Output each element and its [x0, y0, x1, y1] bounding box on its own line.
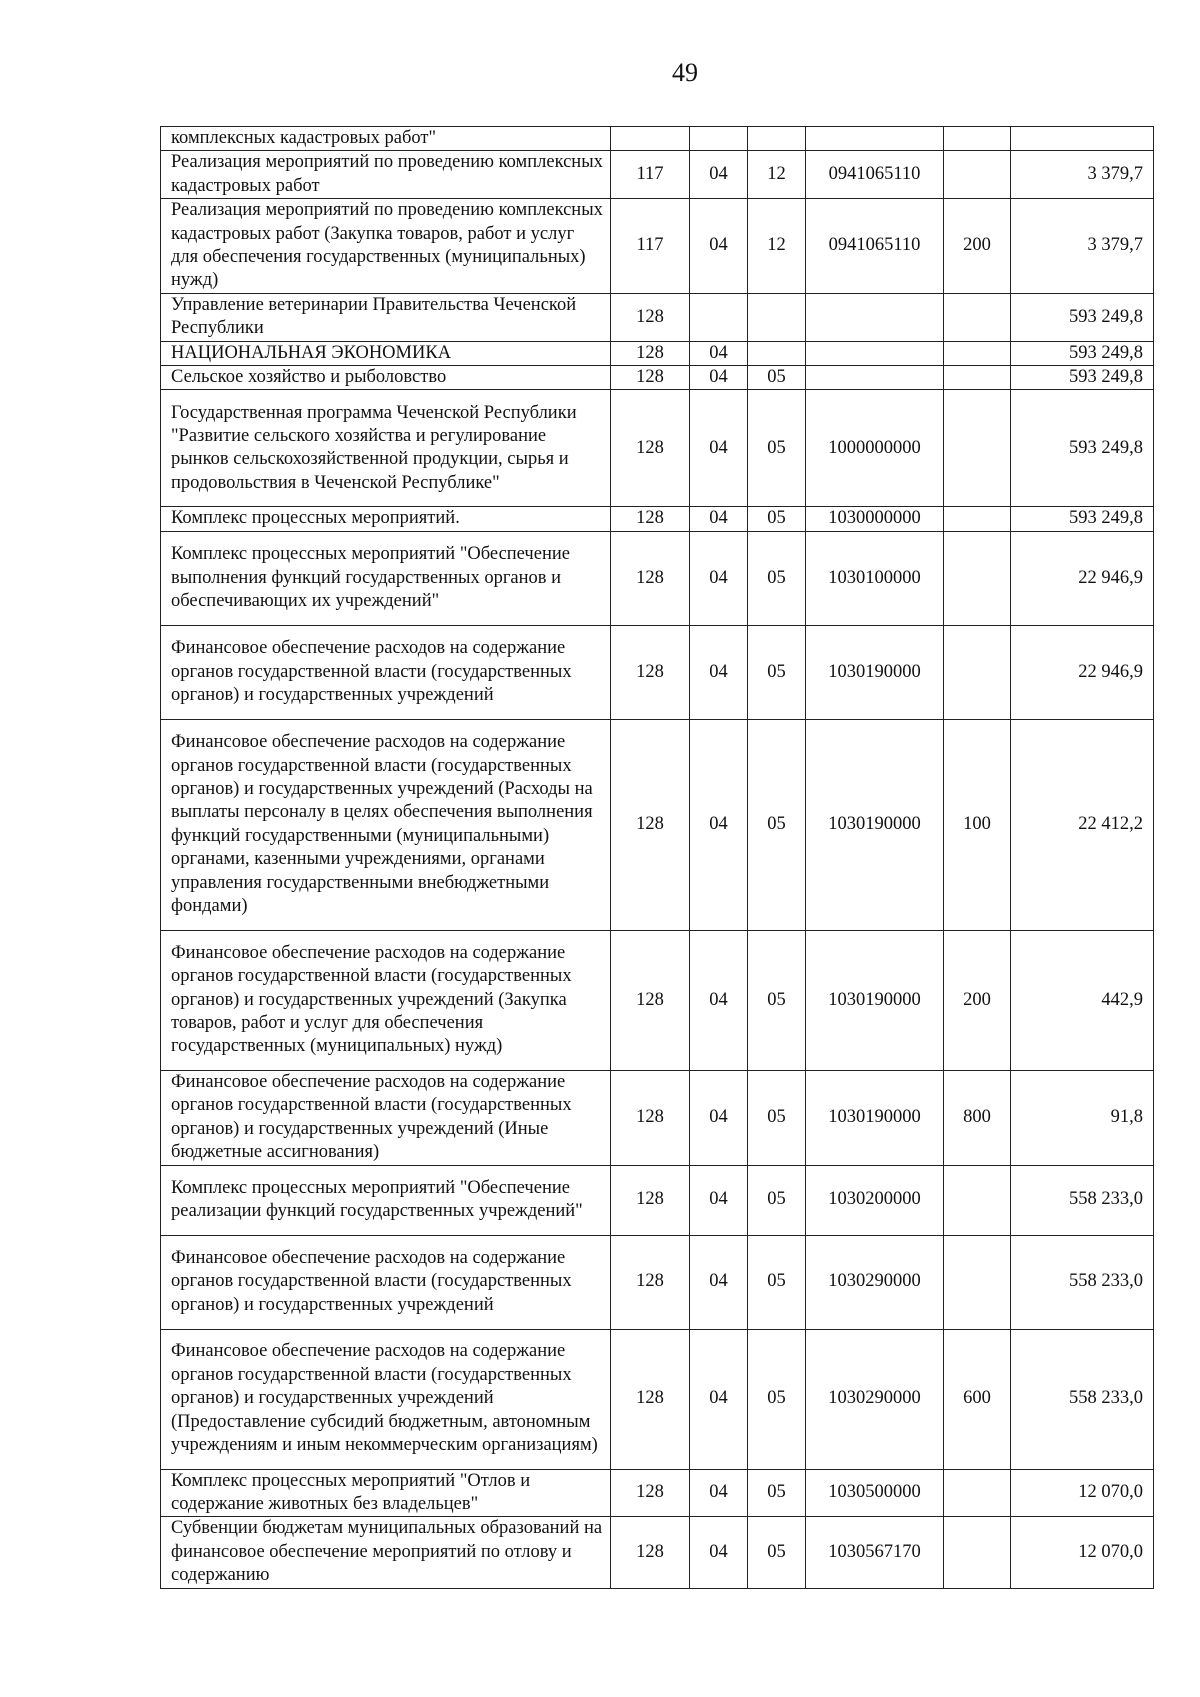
- subsection-code-cell: 05: [748, 1070, 806, 1165]
- subsection-code-cell: 05: [748, 719, 806, 930]
- target-article-cell: 1030190000: [806, 1070, 944, 1165]
- expense-name-cell: Финансовое обеспечение расходов на содержание органов государственной власти (государственных органов) и государственных учреждений: [161, 625, 611, 719]
- subsection-code-cell: 12: [748, 151, 806, 199]
- expense-type-cell: [944, 151, 1011, 199]
- subsection-code-cell: 05: [748, 625, 806, 719]
- target-article-cell: 1030200000: [806, 1165, 944, 1235]
- ministry-code-cell: 128: [611, 366, 690, 390]
- amount-cell: 558 233,0: [1011, 1165, 1154, 1235]
- section-code-cell: 04: [690, 1329, 748, 1469]
- table-row: [161, 151, 1154, 199]
- expense-type-cell: [944, 1517, 1011, 1588]
- table-row: [161, 1165, 1154, 1235]
- ministry-code-cell: 117: [611, 151, 690, 199]
- expense-type-cell: [944, 1165, 1011, 1235]
- amount-cell: 12 070,0: [1011, 1517, 1154, 1588]
- expense-name-cell: Управление ветеринарии Правительства Чеченской Республики: [161, 293, 611, 341]
- target-article-cell: 1030567170: [806, 1517, 944, 1588]
- expense-name-cell: комплексных кадастровых работ": [161, 127, 611, 151]
- ministry-code-cell: 128: [611, 719, 690, 930]
- subsection-code-cell: 05: [748, 390, 806, 507]
- section-code-cell: 04: [690, 341, 748, 365]
- ministry-code-cell: 128: [611, 293, 690, 341]
- ministry-code-cell: 128: [611, 1070, 690, 1165]
- expense-type-cell: 200: [944, 199, 1011, 294]
- expense-name-cell: Комплекс процессных мероприятий.: [161, 507, 611, 531]
- subsection-code-cell: 05: [748, 531, 806, 625]
- section-code-cell: [690, 127, 748, 151]
- table-row: [161, 507, 1154, 531]
- section-code-cell: 04: [690, 625, 748, 719]
- section-code-cell: 04: [690, 1235, 748, 1329]
- amount-cell: 558 233,0: [1011, 1329, 1154, 1469]
- table-row: [161, 1070, 1154, 1165]
- amount-cell: 3 379,7: [1011, 151, 1154, 199]
- ministry-code-cell: 128: [611, 1329, 690, 1469]
- target-article-cell: 1000000000: [806, 390, 944, 507]
- ministry-code-cell: 128: [611, 507, 690, 531]
- section-code-cell: 04: [690, 1070, 748, 1165]
- subsection-code-cell: 05: [748, 366, 806, 390]
- amount-cell: 593 249,8: [1011, 507, 1154, 531]
- expense-type-cell: [944, 127, 1011, 151]
- expense-type-cell: [944, 1235, 1011, 1329]
- section-code-cell: 04: [690, 507, 748, 531]
- target-article-cell: 1030290000: [806, 1235, 944, 1329]
- subsection-code-cell: 05: [748, 507, 806, 531]
- budget-table-body: [161, 127, 1154, 1589]
- amount-cell: 3 379,7: [1011, 199, 1154, 294]
- amount-cell: 593 249,8: [1011, 390, 1154, 507]
- subsection-code-cell: 05: [748, 1235, 806, 1329]
- expense-name-cell: Государственная программа Чеченской Республики "Развитие сельского хозяйства и регулирование рынков сельскохозяйственной продукции, сырья и продовольствия в Чеченской Республике": [161, 390, 611, 507]
- subsection-code-cell: 05: [748, 1517, 806, 1588]
- subsection-code-cell: 05: [748, 1329, 806, 1469]
- amount-cell: 593 249,8: [1011, 341, 1154, 365]
- amount-cell: 593 249,8: [1011, 293, 1154, 341]
- target-article-cell: 1030190000: [806, 930, 944, 1070]
- target-article-cell: [806, 341, 944, 365]
- expense-type-cell: 200: [944, 930, 1011, 1070]
- target-article-cell: [806, 127, 944, 151]
- expense-name-cell: Финансовое обеспечение расходов на содержание органов государственной власти (государственных органов) и государственных учреждений (Закупка товаров, работ и услуг для обеспечения государственных (муниципальных) нужд): [161, 930, 611, 1070]
- subsection-code-cell: 05: [748, 1469, 806, 1517]
- section-code-cell: 04: [690, 366, 748, 390]
- amount-cell: 593 249,8: [1011, 366, 1154, 390]
- expense-name-cell: Финансовое обеспечение расходов на содержание органов государственной власти (государственных органов) и государственных учреждений (Предоставление субсидий бюджетным, автономным учреждениям и иным некоммерческим организациям): [161, 1329, 611, 1469]
- section-code-cell: 04: [690, 390, 748, 507]
- expense-name-cell: Субвенции бюджетам муниципальных образований на финансовое обеспечение мероприятий по отлову и содержанию: [161, 1517, 611, 1588]
- expense-name-cell: Финансовое обеспечение расходов на содержание органов государственной власти (государственных органов) и государственных учреждений: [161, 1235, 611, 1329]
- target-article-cell: 1030190000: [806, 625, 944, 719]
- ministry-code-cell: [611, 127, 690, 151]
- subsection-code-cell: 05: [748, 1165, 806, 1235]
- section-code-cell: 04: [690, 719, 748, 930]
- expense-name-cell: Комплекс процессных мероприятий "Обеспечение реализации функций государственных учреждений": [161, 1165, 611, 1235]
- subsection-code-cell: [748, 127, 806, 151]
- amount-cell: 91,8: [1011, 1070, 1154, 1165]
- table-row: [161, 199, 1154, 294]
- table-row: [161, 930, 1154, 1070]
- expense-name-cell: Сельское хозяйство и рыболовство: [161, 366, 611, 390]
- budget-table: [160, 126, 1154, 1589]
- table-row: [161, 719, 1154, 930]
- section-code-cell: 04: [690, 199, 748, 294]
- ministry-code-cell: 128: [611, 1517, 690, 1588]
- expense-type-cell: [944, 625, 1011, 719]
- target-article-cell: 0941065110: [806, 151, 944, 199]
- expense-name-cell: Финансовое обеспечение расходов на содержание органов государственной власти (государственных органов) и государственных учреждений (Расходы на выплаты персоналу в целях обеспечения выполнения функций государственными (муниципальными) органами, казенными учреждениями, органами управления государственными внебюджетными фондами): [161, 719, 611, 930]
- amount-cell: 22 946,9: [1011, 531, 1154, 625]
- subsection-code-cell: [748, 293, 806, 341]
- subsection-code-cell: 12: [748, 199, 806, 294]
- table-row: [161, 1517, 1154, 1588]
- table-row: [161, 390, 1154, 507]
- page-number: 49: [672, 58, 698, 87]
- ministry-code-cell: 117: [611, 199, 690, 294]
- target-article-cell: 1030290000: [806, 1329, 944, 1469]
- section-code-cell: [690, 293, 748, 341]
- section-code-cell: 04: [690, 1517, 748, 1588]
- ministry-code-cell: 128: [611, 341, 690, 365]
- amount-cell: 22 412,2: [1011, 719, 1154, 930]
- amount-cell: 12 070,0: [1011, 1469, 1154, 1517]
- expense-type-cell: [944, 390, 1011, 507]
- target-article-cell: [806, 366, 944, 390]
- ministry-code-cell: 128: [611, 930, 690, 1070]
- table-row: [161, 1235, 1154, 1329]
- expense-name-cell: Финансовое обеспечение расходов на содержание органов государственной власти (государственных органов) и государственных учреждений (Иные бюджетные ассигнования): [161, 1070, 611, 1165]
- expense-type-cell: [944, 341, 1011, 365]
- table-row: [161, 625, 1154, 719]
- amount-cell: [1011, 127, 1154, 151]
- expense-type-cell: [944, 507, 1011, 531]
- expense-name-cell: НАЦИОНАЛЬНАЯ ЭКОНОМИКА: [161, 341, 611, 365]
- table-row: [161, 1329, 1154, 1469]
- target-article-cell: 0941065110: [806, 199, 944, 294]
- subsection-code-cell: 05: [748, 930, 806, 1070]
- table-row: [161, 293, 1154, 341]
- expense-type-cell: 100: [944, 719, 1011, 930]
- expense-name-cell: Реализация мероприятий по проведению комплексных кадастровых работ (Закупка товаров, работ и услуг для обеспечения государственных (муниципальных) нужд): [161, 199, 611, 294]
- target-article-cell: 1030000000: [806, 507, 944, 531]
- expense-type-cell: [944, 366, 1011, 390]
- section-code-cell: 04: [690, 151, 748, 199]
- expense-type-cell: [944, 293, 1011, 341]
- target-article-cell: 1030190000: [806, 719, 944, 930]
- ministry-code-cell: 128: [611, 531, 690, 625]
- table-row: [161, 366, 1154, 390]
- expense-type-cell: [944, 1469, 1011, 1517]
- table-row: [161, 531, 1154, 625]
- target-article-cell: 1030100000: [806, 531, 944, 625]
- section-code-cell: 04: [690, 930, 748, 1070]
- expense-type-cell: 800: [944, 1070, 1011, 1165]
- target-article-cell: [806, 293, 944, 341]
- expense-name-cell: Комплекс процессных мероприятий "Отлов и содержание животных без владельцев": [161, 1469, 611, 1517]
- ministry-code-cell: 128: [611, 1469, 690, 1517]
- ministry-code-cell: 128: [611, 390, 690, 507]
- expense-type-cell: [944, 531, 1011, 625]
- table-row: [161, 341, 1154, 365]
- expense-name-cell: Комплекс процессных мероприятий "Обеспечение выполнения функций государственных органов и обеспечивающих их учреждений": [161, 531, 611, 625]
- table-row: [161, 1469, 1154, 1517]
- section-code-cell: 04: [690, 1165, 748, 1235]
- expense-type-cell: 600: [944, 1329, 1011, 1469]
- amount-cell: 558 233,0: [1011, 1235, 1154, 1329]
- amount-cell: 442,9: [1011, 930, 1154, 1070]
- ministry-code-cell: 128: [611, 1235, 690, 1329]
- table-row: [161, 127, 1154, 151]
- target-article-cell: 1030500000: [806, 1469, 944, 1517]
- ministry-code-cell: 128: [611, 625, 690, 719]
- subsection-code-cell: [748, 341, 806, 365]
- ministry-code-cell: 128: [611, 1165, 690, 1235]
- expense-name-cell: Реализация мероприятий по проведению комплексных кадастровых работ: [161, 151, 611, 199]
- amount-cell: 22 946,9: [1011, 625, 1154, 719]
- section-code-cell: 04: [690, 1469, 748, 1517]
- section-code-cell: 04: [690, 531, 748, 625]
